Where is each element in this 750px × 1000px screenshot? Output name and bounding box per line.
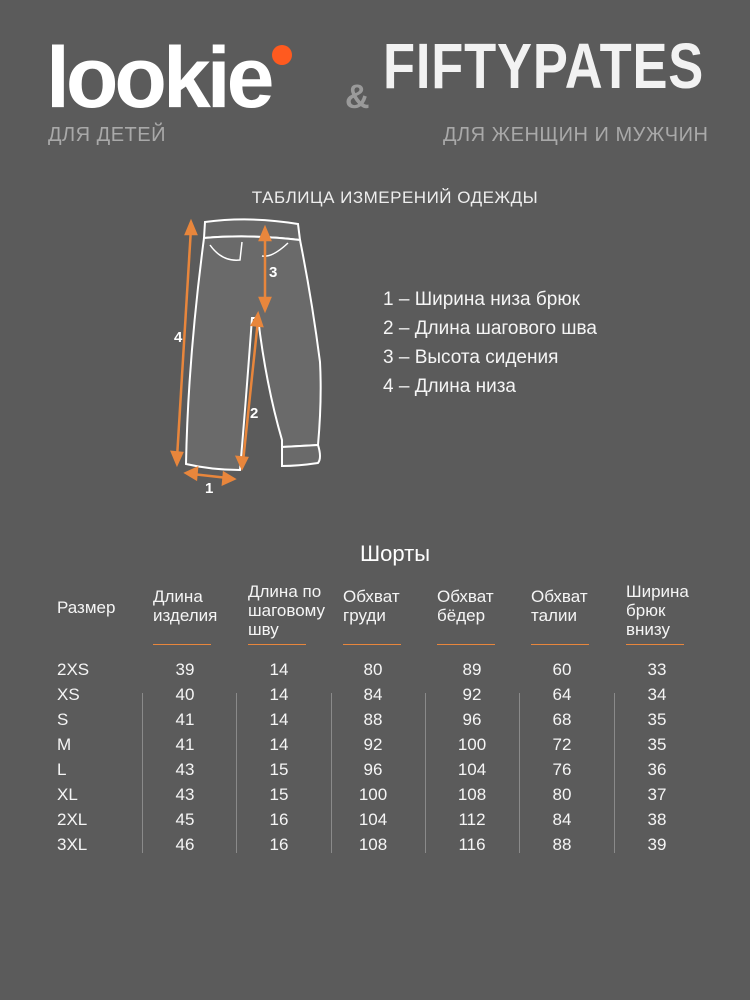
column-header-hips: Обхват бёдер: [437, 587, 494, 625]
table-cell: 104: [358, 810, 388, 829]
adults-subtitle: ДЛЯ ЖЕНЩИН И МУЖЧИН: [443, 124, 709, 146]
column-header-hem-width: Ширина брюк внизу: [626, 582, 689, 639]
size-cell: L: [57, 760, 67, 779]
table-cell: 45: [175, 810, 195, 829]
table-cell: 14: [269, 710, 289, 729]
table-cell: 60: [552, 660, 572, 679]
kids-subtitle: ДЛЯ ДЕТЕЙ: [48, 124, 166, 146]
table-cell: 100: [358, 785, 388, 804]
table-cell: 14: [269, 735, 289, 754]
header-underline: [437, 644, 495, 645]
table-cell: 72: [552, 735, 572, 754]
size-cell: XL: [57, 785, 78, 804]
header-underline: [153, 644, 211, 645]
table-cell: 39: [175, 660, 195, 679]
column-divider: [425, 693, 426, 853]
inseam-column: [249, 657, 309, 857]
table-cell: 92: [462, 685, 482, 704]
diagram-label-1: 1: [205, 480, 214, 497]
table-cell: 14: [269, 660, 289, 679]
table-cell: 108: [358, 835, 388, 854]
table-cell: 80: [363, 660, 383, 679]
table-cell: 41: [175, 735, 195, 754]
legend-item: 4 – Длина низа: [383, 376, 516, 397]
table-cell: 64: [552, 685, 572, 704]
size-column: [57, 657, 89, 857]
size-cell: M: [57, 735, 72, 754]
table-cell: 43: [175, 760, 195, 779]
size-header: Размер: [57, 598, 116, 617]
table-cell: 40: [175, 685, 195, 704]
measurement-table-title: ТАБЛИЦА ИЗМЕРЕНИЙ ОДЕЖДЫ: [251, 188, 539, 207]
size-cell: 3XL: [57, 835, 88, 854]
legend-item: 2 – Длина шагового шва: [383, 318, 597, 339]
legend-item: 1 – Ширина низа брюк: [383, 289, 580, 310]
size-cell: 2XS: [57, 660, 90, 679]
table-cell: 35: [647, 710, 667, 729]
length-column: [155, 657, 215, 857]
table-cell: 104: [457, 760, 487, 779]
fiftypates-logo: FIFTYPATES: [383, 30, 705, 102]
column-header-length: Длина изделия: [153, 587, 218, 625]
pants-cuff: [282, 445, 320, 466]
table-cell: 84: [552, 810, 572, 829]
measurement-legend: [383, 285, 597, 401]
diagram-label-3: 3: [269, 264, 278, 281]
table-cell: 46: [175, 835, 195, 854]
table-cell: 112: [458, 810, 486, 829]
header-underline: [343, 644, 401, 645]
hips-column: [442, 657, 502, 857]
table-cell: 43: [175, 785, 195, 804]
chest-column: [343, 657, 403, 857]
table-cell: 37: [647, 785, 667, 804]
table-cell: 14: [269, 685, 289, 704]
column-divider: [142, 693, 143, 853]
ampersand: &: [345, 78, 370, 116]
table-cell: 89: [462, 660, 482, 679]
table-cell: 34: [647, 685, 667, 704]
shorts-table-title: Шорты: [359, 541, 431, 566]
size-cell: XS: [57, 685, 80, 704]
hem-width-column: [627, 657, 687, 857]
column-divider: [614, 693, 615, 853]
table-cell: 41: [175, 710, 195, 729]
legend-item: 3 – Высота сидения: [383, 347, 559, 368]
column-header-inseam: Длина по шаговому шву: [248, 582, 326, 639]
diagram-label-2: 2: [250, 405, 259, 422]
table-cell: 108: [457, 785, 487, 804]
table-cell: 96: [462, 710, 482, 729]
svg-text:lookie: lookie: [46, 35, 271, 125]
size-cell: 2XL: [57, 810, 88, 829]
header-underline: [531, 644, 589, 645]
table-cell: 16: [269, 810, 289, 829]
table-cell: 15: [269, 785, 289, 804]
table-cell: 39: [647, 835, 667, 854]
table-cell: 33: [647, 660, 667, 679]
column-divider: [519, 693, 520, 853]
pants-diagram: [160, 215, 330, 500]
table-cell: 80: [552, 785, 572, 804]
table-cell: 96: [363, 760, 383, 779]
table-cell: 84: [363, 685, 383, 704]
diagram-label-4: 4: [174, 329, 183, 346]
table-cell: 92: [363, 735, 383, 754]
header-underline: [248, 644, 306, 645]
table-cell: 36: [647, 760, 667, 779]
table-cell: 68: [552, 710, 572, 729]
table-cell: 116: [458, 835, 486, 854]
table-cell: 16: [269, 835, 289, 854]
table-cell: 76: [552, 760, 572, 779]
header-underline: [626, 644, 684, 645]
size-cell: S: [57, 710, 69, 729]
column-divider: [236, 693, 237, 853]
column-header-chest: Обхват груди: [343, 587, 400, 625]
waist-column: [532, 657, 592, 857]
table-cell: 100: [457, 735, 487, 754]
table-cell: 15: [269, 760, 289, 779]
table-cell: 88: [363, 710, 383, 729]
table-cell: 88: [552, 835, 572, 854]
lookie-logo: [46, 35, 346, 125]
column-divider: [331, 693, 332, 853]
column-header-waist: Обхват талии: [531, 587, 588, 625]
table-cell: 38: [647, 810, 667, 829]
table-cell: 35: [647, 735, 667, 754]
